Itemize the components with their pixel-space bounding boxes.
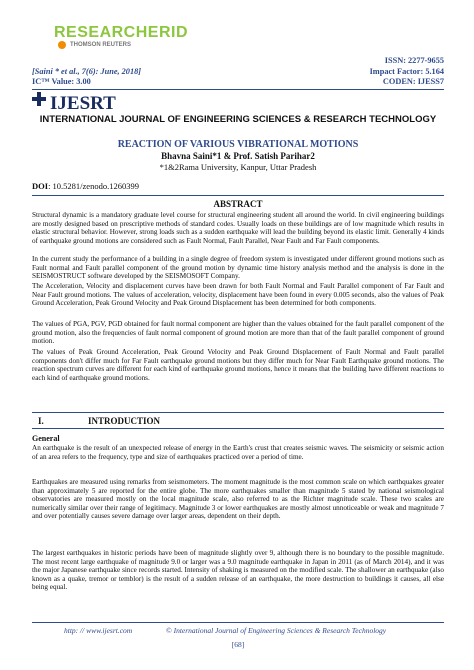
section-divider-bottom bbox=[32, 428, 444, 429]
thomson-reuters-label: THOMSON REUTERS bbox=[70, 42, 132, 48]
article-affiliation: *1&2Rama University, Kanpur, Uttar Pradesh bbox=[159, 162, 317, 172]
section-number: I. bbox=[38, 416, 44, 426]
page-number: [68] bbox=[231, 640, 245, 649]
ijesrt-plus-icon bbox=[32, 92, 46, 106]
section-heading bbox=[32, 416, 444, 427]
coden: CODEN: IJESS7 bbox=[382, 77, 444, 86]
issn: ISSN: 2277-9655 bbox=[384, 56, 444, 65]
intro-paragraph-1: An earthquake is the result of an unexpected release of energy in the Earth's crust that creates seismic waves. The seismicity or seismic action of an area refers to the frequency, type and size of earthquakes practiced over a period of time. bbox=[32, 444, 444, 461]
abstract-paragraph-5: The values of Peak Ground Acceleration, Peak Ground Velocity and Peak Ground Displacement of Fault Normal and Fault parallel components don't differ much for Far Fault earthquake ground motions but they differ much for Near Fault Earthquake ground motions. The reaction spectrum curves are different for each kind of earthquake ground motions, hence it means that the building have different reactions to each kind of earthquake ground motions. bbox=[32, 348, 444, 382]
thomson-reuters-icon bbox=[58, 41, 66, 49]
citation: [Saini * et al., 7(6): June, 2018] bbox=[32, 67, 142, 76]
abstract-heading: ABSTRACT bbox=[213, 199, 263, 209]
doi-label: DOI bbox=[32, 181, 49, 191]
footer-divider bbox=[32, 622, 444, 623]
ic-value: IC™ Value: 3.00 bbox=[32, 77, 91, 86]
abstract-paragraph-2: In the current study the performance of a building in a single degree of freedom system is investigated under different ground motions such as Fault normal and Fault parallel component of the ground motion by dynamic time history analysis method and the analysis is done in the SEISMOSTRUCT software developed by the SEISMOSOFT Company. bbox=[32, 255, 444, 281]
footer-url[interactable]: http: // www.ijesrt.com bbox=[64, 626, 133, 635]
ijesrt-logo: IJESRT bbox=[50, 93, 116, 114]
abstract-paragraph-1: Structural dynamic is a mandatory graduate level course for structural engineering student all around the world. In civil engineering buildings are mostly designed based on prescriptive methods of standard codes. Usually loads on these buildings are of low magnitude which results in elastic structural behavior. However, strong loads such as a sudden earthquake will lead the building beyond its elastic limit. Generally 4 kinds of earthquake ground motions are considered such as Fault Normal, Fault Parallel, Near Fault and Far Fault components. bbox=[32, 211, 444, 245]
header-divider bbox=[32, 89, 444, 90]
doi-value[interactable]: : 10.5281/zenodo.1260399 bbox=[48, 181, 139, 191]
article-authors: Bhavna Saini*1 & Prof. Satish Parihar2 bbox=[161, 151, 315, 161]
subheading-general: General bbox=[32, 434, 60, 443]
section-title: INTRODUCTION bbox=[88, 416, 161, 426]
doi-line bbox=[32, 181, 139, 191]
doi-divider bbox=[32, 195, 444, 196]
abstract-paragraph-4: The values of PGA, PGV, PGD obtained for fault normal component are higher than the values obtained for the fault parallel component of the ground motion, also the frequencies of fault normal component of ground motion are more than that of the fault parallel component of ground motion. bbox=[32, 320, 444, 346]
article-title: REACTION OF VARIOUS VIBRATIONAL MOTIONS bbox=[117, 139, 359, 150]
impact-factor: Impact Factor: 5.164 bbox=[369, 67, 444, 76]
journal-name: INTERNATIONAL JOURNAL OF ENGINEERING SCIENCES & RESEARCH TECHNOLOGY bbox=[39, 114, 437, 125]
abstract-paragraph-3: The Acceleration, Velocity and displacement curves have been drawn for both Fault Normal and Fault Parallel component of Far Fault and Near Fault ground motions. The values of acceleration, velocity, displacement have been found in every 0.005 seconds, also the values of Peak Ground Acceleration, Peak Ground Velocity and Peak Ground Displacement has been determined for both components. bbox=[32, 282, 444, 308]
footer-copyright: © International Journal of Engineering Sciences & Research Technology bbox=[166, 626, 387, 635]
intro-paragraph-3: The largest earthquakes in historic periods have been of magnitude slightly over 9, although there is no boundary to the possible magnitude. The most recent large earthquake of magnitude 9.0 or larger was a 9.0 magnitude earthquake in Japan in 2011 (as of March 2014), and it was the major Japanese earthquake since records started. Intensity of shaking is measured on the modified scale. The shallower an earthquake (also known as a quake, tremor or temblor) is the result of a sudden release of an earthquake, the more destruction to buildings it causes, all else being equal. bbox=[32, 549, 444, 592]
intro-paragraph-2: Earthquakes are measured using remarks from seismometers. The moment magnitude is the most common scale on which earthquakes greater than approximately 5 are reported for the entire globe. The more earthquakes smaller than magnitude 5 stated by national seismological observatories are measured mostly on the local magnitude scale, also referred to as the Richter magnitude scale. These two scales are numerically similar over their range of legitimacy. Magnitude 3 or lower earthquakes are mostly almost unnoticeable or weak and magnitude 7 and over potentially causes severe damage over larger areas, dependent on their depth. bbox=[32, 478, 444, 521]
researcherid-logo: RESEARCHERID bbox=[54, 24, 189, 41]
section-divider-top bbox=[32, 412, 444, 413]
